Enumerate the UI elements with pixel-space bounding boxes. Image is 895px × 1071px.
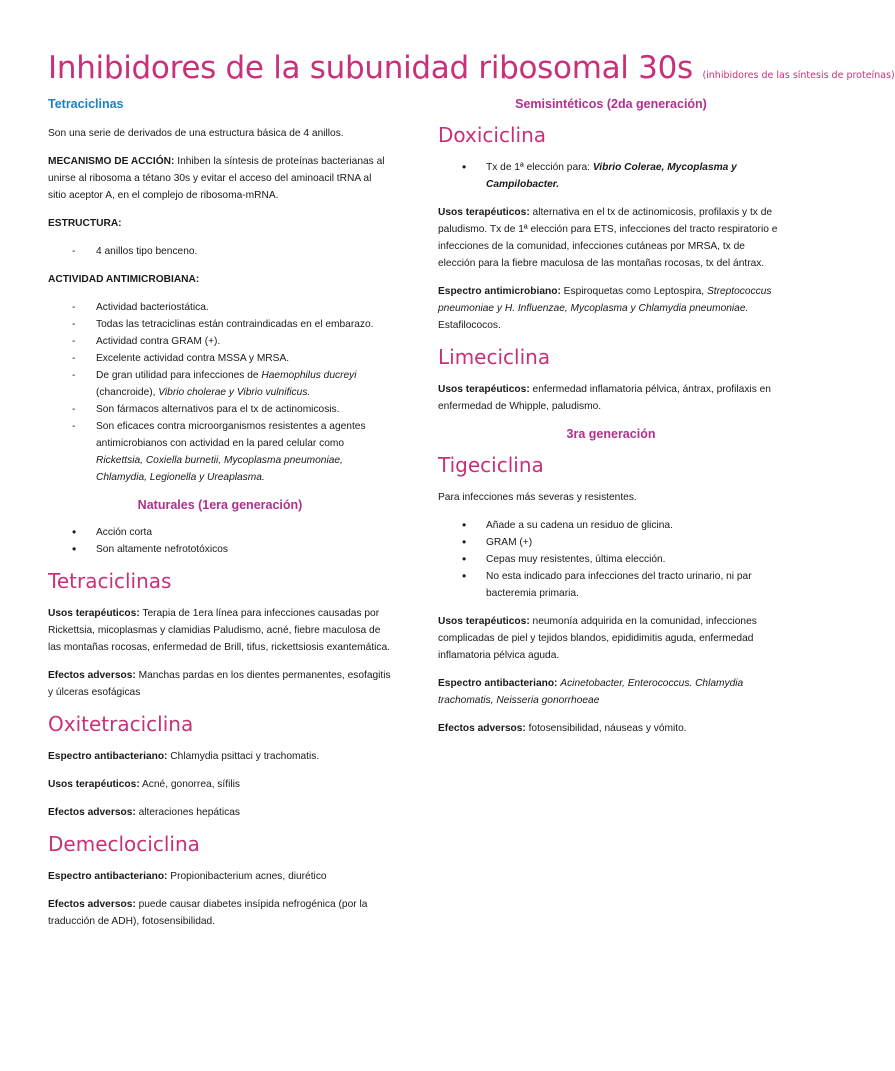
naturales-header: Naturales (1era generación) [137,498,303,512]
espectro-text: Propionibacterium acnes, diurético [167,871,327,882]
intro-text: Son una serie de derivados de una estructura básica de 4 anillos. [48,128,344,139]
espectro-label: Espectro antibacteriano: [438,678,558,689]
espectro-text: Estafilococos. [438,320,501,331]
list-item: • Son altamente nefrototóxicos [48,541,392,558]
efectos-paragraph [48,804,392,821]
drug-heading-tetraciclinas: Tetraciclinas [48,569,172,593]
tigeciclina-intro: Para infecciones más severas y resistentes. [438,492,637,503]
espectro-label: Espectro antimicrobiano: [438,286,561,297]
espectro-label: Espectro antibacteriano: [48,751,168,762]
mecanismo-label: MECANISMO DE ACCIÓN: [48,156,175,167]
usos-text: Acné, gonorrea, sífilis [139,779,240,790]
espectro-paragraph [438,283,784,334]
list-item: - Todas las tetraciclinas están contraindicadas en el embarazo. [48,316,392,333]
semisinteticos-header: Semisintéticos (2da generación) [515,97,707,111]
usos-label: Usos terapéuticos: [438,616,530,627]
left-column [48,96,392,941]
drug-heading-doxiciclina: Doxiciclina [438,123,547,147]
doxiciclina-list [438,159,784,193]
page-subtitle: (inhibidores de las síntesis de proteínas) [702,70,895,81]
efectos-text: Manchas pardas en los dientes permanentes, esofagitis y úlceras esofágicas [48,670,391,698]
espectro-italic: Streptococcus pneumoniae y H. Influenzae, Mycoplasma y Chlamydia pneumoniae. [438,286,772,314]
espectro-paragraph [438,675,784,709]
list-item [438,159,784,193]
estructura-list [48,243,392,260]
list-item: • Cepas muy resistentes, última elección. [438,551,784,568]
item-text: De gran utilidad para infecciones de [96,370,262,381]
drug-heading-limeciclina: Limeciclina [438,345,551,369]
list-item: - Actividad contra GRAM (+). [48,333,392,350]
list-item: - Son fármacos alternativos para el tx de actinomicosis. [48,401,392,418]
usos-paragraph [438,381,784,415]
efectos-label: Efectos adversos: [438,723,526,734]
usos-paragraph [438,613,784,664]
item-italic: Rickettsia, Coxiella burnetii, Mycoplasma pneumoniae, Chlamydia, Legionella y Ureaplasma. [96,455,343,483]
drug-heading-oxitetraciclina: Oxitetraciclina [48,712,194,736]
page-title [48,50,895,86]
item-text: Son eficaces contra microorganismos resistentes a agentes antimicrobianos con actividad en la pared celular como [96,421,366,449]
mecanismo-paragraph [48,153,392,204]
item-text: (chancroide), [96,387,159,398]
drug-heading-demeclociclina: Demeclociclina [48,832,200,856]
efectos-paragraph [48,667,392,701]
right-column [438,96,784,748]
efectos-text: puede causar diabetes insípida nefrogénica (por la traducción de ADH), fotosensibilidad. [48,899,368,927]
espectro-text: Espiroquetas como Leptospira, [560,286,707,297]
mecanismo-text: Inhiben la síntesis de proteínas bacterianas al unirse al ribosoma a tétano 30s y evitar el acceso del aminoacil tRNA al sitio aceptor A, en el complejo de ribosoma-mRNA. [48,156,385,201]
list-item [48,367,392,401]
actividad-label: ACTIVIDAD ANTIMICROBIANA: [48,274,200,285]
espectro-paragraph [48,748,392,765]
usos-text: alternativa en el tx de actinomicosis, profilaxis y tx de paludismo. Tx de 1ª elección para ETS, infecciones del tracto respiratorio e infecciones de la comunidad, infecciones cutáneas por MRSA, tx de elección para la fiebre maculosa de las montañas rocosas, tx del ántrax. [438,207,778,269]
list-item: • Añade a su cadena un residuo de glicina. [438,517,784,534]
list-item: - Actividad bacteriostática. [48,299,392,316]
efectos-paragraph [48,896,392,930]
list-item: - Excelente actividad contra MSSA y MRSA. [48,350,392,367]
espectro-text: Chlamydia psittaci y trachomatis. [167,751,320,762]
efectos-text: fotosensibilidad, náuseas y vómito. [525,723,687,734]
efectos-label: Efectos adversos: [48,670,136,681]
usos-paragraph [48,776,392,793]
item-italic: Vibrio cholerae y Vibrio vulnificus. [158,387,311,398]
usos-text: Terapia de 1era línea para infecciones causadas por Rickettsia, micoplasmas y clamidias Paludismo, acné, fiebre maculosa de las montañas rocosas, enfermedad de Brill, tifus, rickettsiosis exantemática. [48,608,390,653]
item-italic: Haemophilus ducreyi [261,370,357,381]
espectro-paragraph [48,868,392,885]
efectos-paragraph [438,720,784,737]
item-text: Tx de 1ª elección para: [486,162,593,173]
tercera-generacion-header: 3ra generación [566,427,656,441]
actividad-list [48,299,392,486]
espectro-italic: Acinetobacter, Enterococcus. Chlamydia trachomatis, Neisseria gonorrhoeae [438,678,744,706]
naturales-list [48,524,392,558]
list-item [48,418,392,486]
list-item: • Acción corta [48,524,392,541]
efectos-label: Efectos adversos: [48,807,136,818]
title-text: Inhibidores de la subunidad ribosomal 30s [48,50,693,86]
list-item: - 4 anillos tipo benceno. [48,243,392,260]
efectos-text: alteraciones hepáticas [135,807,240,818]
usos-paragraph [48,605,392,656]
item-bold-italic: Vibrio Colerae, Mycoplasma y Campilobacter. [486,162,737,190]
usos-label: Usos terapéuticos: [438,207,530,218]
efectos-label: Efectos adversos: [48,899,136,910]
usos-text: enfermedad inflamatoria pélvica, ántrax, profilaxis en enfermedad de Whipple, paludismo. [438,384,771,412]
tigeciclina-list [438,517,784,602]
tetraciclinas-section-header: Tetraciclinas [48,97,124,111]
usos-text: neumonía adquirida en la comunidad, infecciones complicadas de piel y tejidos blandos, epididimitis aguda, enfermedad inflamatoria pélvica aguda. [438,616,757,661]
list-item: • No esta indicado para infecciones del tracto urinario, ni par bacteremia primaria. [438,568,784,602]
usos-paragraph [438,204,784,272]
estructura-label: ESTRUCTURA: [48,218,122,229]
usos-label: Usos terapéuticos: [438,384,530,395]
drug-heading-tigeciclina: Tigeciclina [438,453,544,477]
espectro-label: Espectro antibacteriano: [48,871,168,882]
usos-label: Usos terapéuticos: [48,779,140,790]
usos-label: Usos terapéuticos: [48,608,140,619]
list-item: • GRAM (+) [438,534,784,551]
